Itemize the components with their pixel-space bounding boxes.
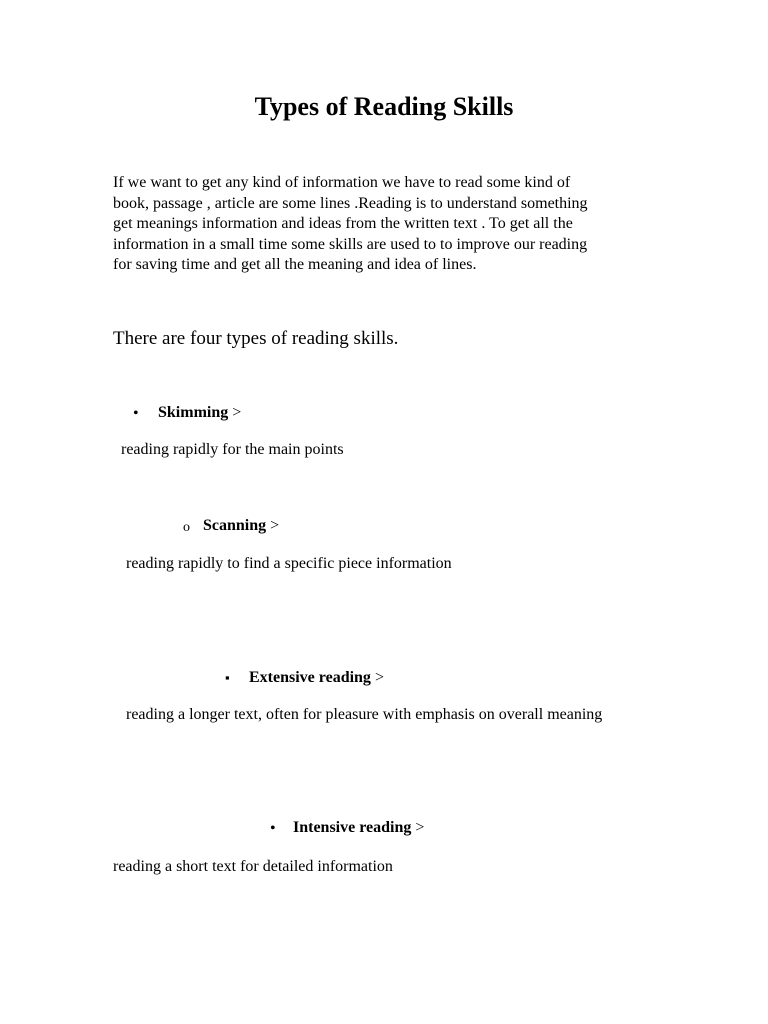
lead-sentence: There are four types of reading skills. — [113, 328, 399, 349]
skill-item-extensive-reading — [249, 667, 384, 689]
intro-line: for saving time and get all the meaning and idea of lines. — [113, 256, 477, 273]
skill-term: Extensive reading — [249, 669, 371, 686]
skill-suffix: > — [411, 819, 425, 836]
skill-item-intensive-reading — [293, 817, 424, 839]
bullet-circle-icon: o — [183, 520, 190, 535]
skill-description: reading a longer text, often for pleasure with emphasis on overall meaning — [126, 706, 603, 723]
skill-suffix: > — [370, 669, 384, 686]
intro-paragraph — [113, 173, 643, 276]
skill-description: reading a short text for detailed information — [113, 858, 393, 875]
bullet-square-icon: ▪ — [225, 670, 230, 685]
intro-line: information in a small time some skills are used to to improve our reading — [113, 235, 588, 253]
bullet-disc-icon: • — [270, 820, 276, 837]
intro-line: If we want to get any kind of information we have to read some kind of — [113, 174, 571, 191]
skill-description: reading rapidly to find a specific piece information — [126, 555, 452, 572]
page-title: Types of Reading Skills — [254, 92, 514, 121]
skill-term: Skimming — [158, 404, 229, 421]
skill-term: Intensive reading — [293, 819, 412, 836]
bullet-disc-icon: • — [133, 405, 139, 422]
intro-line: book, passage , article are some lines .Reading is to understand something — [113, 194, 588, 212]
skill-item-scanning — [203, 515, 279, 537]
skill-suffix: > — [228, 404, 242, 421]
skill-description: reading rapidly for the main points — [121, 441, 344, 458]
intro-line: get meanings information and ideas from the written text . To get all the — [113, 215, 573, 232]
skill-suffix: > — [266, 517, 280, 534]
skill-item-skimming — [158, 402, 241, 424]
skill-term: Scanning — [203, 517, 267, 534]
